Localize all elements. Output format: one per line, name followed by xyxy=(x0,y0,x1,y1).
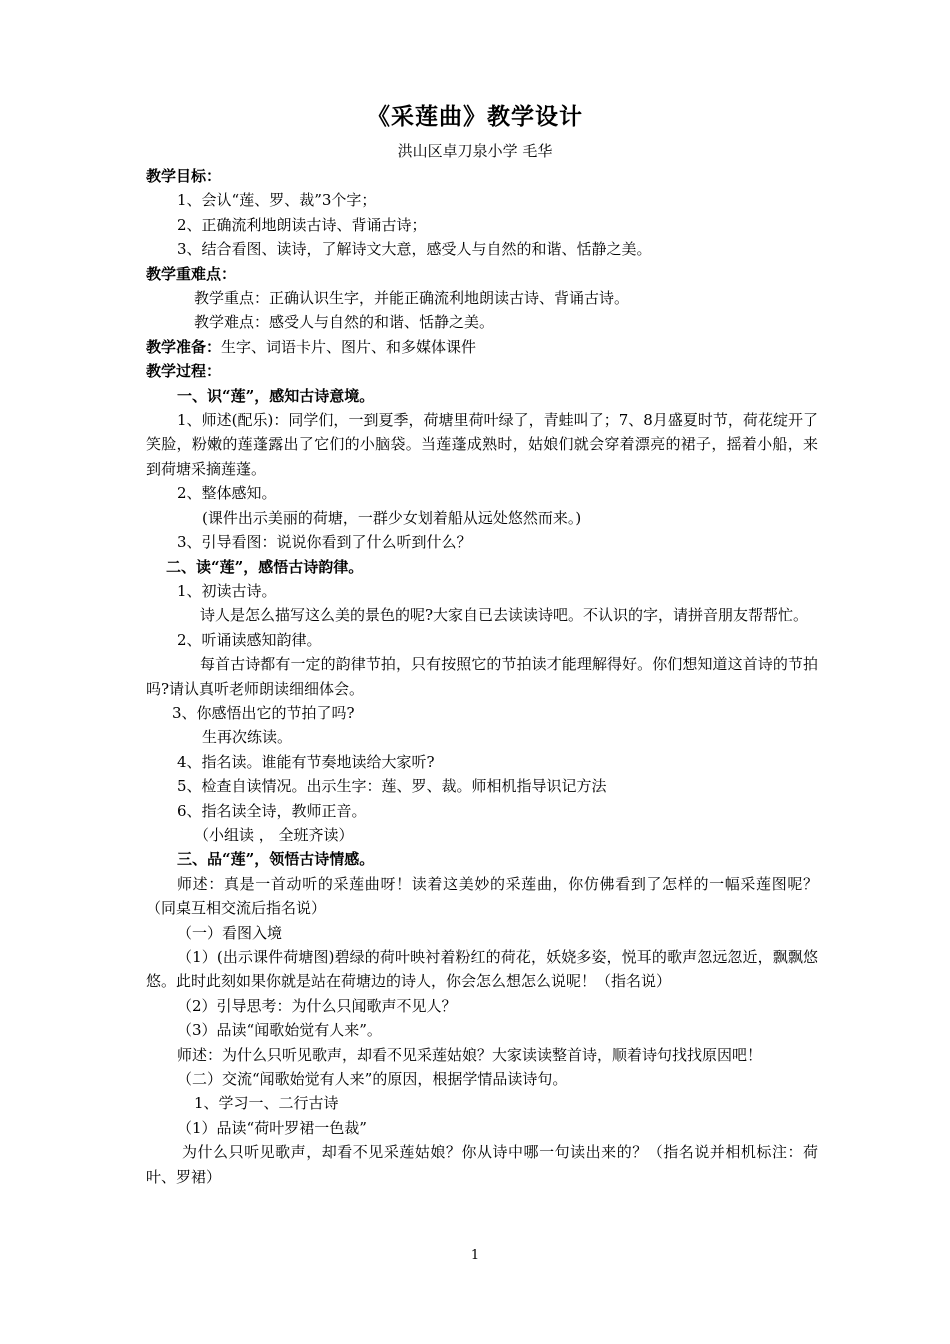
paragraph: （1）(出示课件荷塘图)碧绿的荷叶映衬着粉红的荷花，妖娆多姿，悦耳的歌声忽远忽近，飘飘悠悠。此时此刻如果你就是站在荷塘边的诗人，你会怎么想怎么说呢！（指名说） xyxy=(146,948,818,991)
paragraph: 2、听诵读感知韵律。 xyxy=(177,630,322,649)
paragraph: 5、检查自读情况。出示生字：莲、罗、裁。师相机指导识记方法 xyxy=(177,777,607,796)
paragraph: （二）交流“闻歌始觉有人来”的原因，根据学情品读诗句。 xyxy=(177,1070,568,1089)
document-title: 《采莲曲》教学设计 xyxy=(367,103,583,130)
paragraph: 师述：真是一首动听的采莲曲呀！读着这美妙的采莲曲，你仿佛看到了怎样的一幅采莲图呢？（同桌互相交流后指名说） xyxy=(146,874,818,918)
page-number: 1 xyxy=(470,1248,480,1263)
prep-text: 生字、词语卡片、图片、和多媒体课件 xyxy=(221,337,477,356)
paragraph: 为什么只听见歌声，却看不见采莲姑娘？你从诗中哪一句读出来的？（指名说并相机标注：荷叶、罗裙） xyxy=(146,1143,818,1186)
paragraph: 诗人是怎么描写这么美的景色的呢?大家自已去读读诗吧。不认识的字，请拼音朋友帮帮忙。 xyxy=(200,606,809,625)
paragraph: 师述：为什么只听见歌声，却看不见采莲姑娘？大家读读整首诗，顺着诗句找找原因吧！ xyxy=(177,1045,763,1064)
goal-item: 2、正确流利地朗读古诗、背诵古诗； xyxy=(177,215,427,234)
key-heading: 教学重难点： xyxy=(146,264,237,283)
paragraph: 6、指名读全诗，教师正音。 xyxy=(177,801,367,820)
goals-heading: 教学目标： xyxy=(146,167,222,185)
key-point: 教学重点：正确认识生字，并能正确流利地朗读古诗、背诵古诗。 xyxy=(194,289,630,308)
preparation-line xyxy=(146,335,818,359)
document-body xyxy=(146,164,818,1189)
paragraph: 3、引导看图：说说你看到了什么听到什么？ xyxy=(177,533,472,552)
part1-heading: 一、识“莲”，感知古诗意境。 xyxy=(177,386,375,405)
difficult-point: 教学难点：感受人与自然的和谐、恬静之美。 xyxy=(194,313,495,332)
paragraph: 1、师述(配乐)：同学们，一到夏季，荷塘里荷叶绿了，青蛙叫了；7、8月盛夏时节，荷花绽开了笑脸，粉嫩的莲蓬露出了它们的小脑袋。当莲蓬成熟时，姑娘们就会穿着漂亮的裙子，摇着小船，来到荷塘采摘莲蓬。 xyxy=(146,411,818,478)
paragraph: (课件出示美丽的荷塘，一群少女划着船从远处悠然而来。) xyxy=(202,508,582,527)
paragraph: 生再次练读。 xyxy=(202,728,293,747)
paragraph: （1）品读“荷叶罗裙一色裁” xyxy=(177,1118,367,1137)
paragraph: （一）看图入境 xyxy=(177,923,283,942)
author-line: 洪山区卓刀泉小学 毛华 xyxy=(397,142,553,160)
goal-item: 3、结合看图、读诗，了解诗文大意，感受人与自然的和谐、恬静之美。 xyxy=(177,240,652,259)
paragraph: 4、指名读。谁能有节奏地读给大家听? xyxy=(177,752,435,771)
goal-item: 1、会认“莲、罗、裁”3个字； xyxy=(177,191,377,210)
process-heading: 教学过程： xyxy=(146,362,222,381)
paragraph: 1、学习一、二行古诗 xyxy=(194,1094,339,1113)
paragraph: 每首古诗都有一定的韵律节拍，只有按照它的节拍读才能理解得好。你们想知道这首诗的节拍吗?请认真听老师朗读细细体会。 xyxy=(146,655,818,698)
paragraph: 1、初读古诗。 xyxy=(177,581,277,600)
prep-label: 教学准备： xyxy=(146,337,222,356)
part3-heading: 三、品“莲”，领悟古诗情感。 xyxy=(177,850,375,869)
paragraph: （3）品读“闻歌始觉有人来”。 xyxy=(177,1021,382,1040)
paragraph: （小组读 ， 全班齐读） xyxy=(194,825,354,844)
paragraph: 3、你感悟出它的节拍了吗? xyxy=(172,703,355,722)
paragraph: （2）引导思考：为什么只闻歌声不见人？ xyxy=(177,996,457,1015)
part2-heading: 二、读“莲”，感悟古诗韵律。 xyxy=(166,557,364,576)
paragraph: 2、整体感知。 xyxy=(177,484,277,503)
